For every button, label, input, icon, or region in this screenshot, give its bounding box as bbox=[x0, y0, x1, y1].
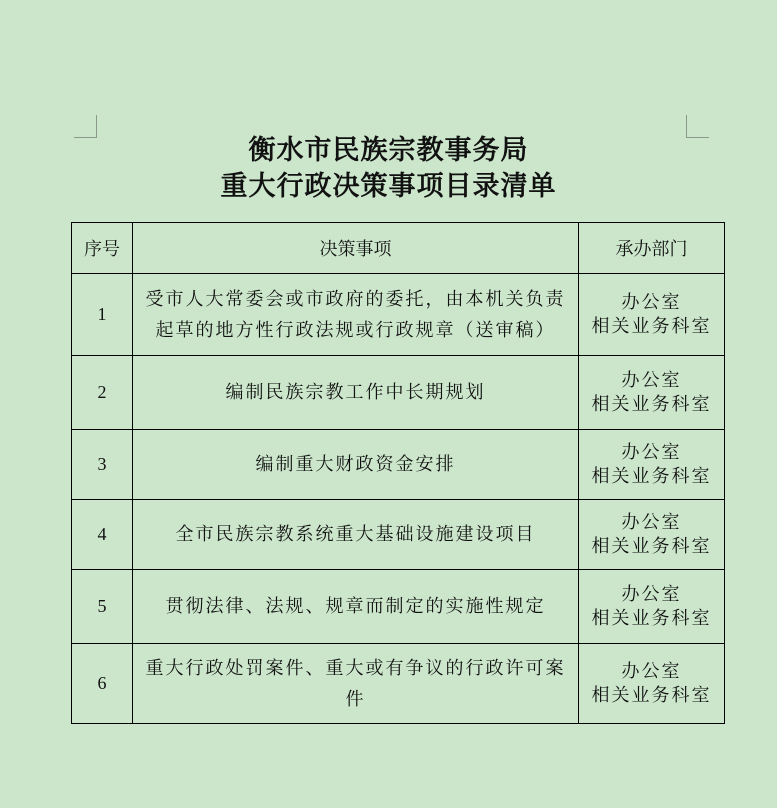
department bbox=[579, 430, 725, 500]
department bbox=[579, 356, 725, 430]
row-number: 5 bbox=[72, 570, 133, 644]
table-row bbox=[72, 570, 725, 644]
title-line-1: 衡水市民族宗教事务局 bbox=[248, 135, 529, 166]
department bbox=[579, 570, 725, 644]
table-row bbox=[72, 274, 725, 356]
department-office: 办公室 bbox=[621, 369, 682, 391]
header-serial-number: 序号 bbox=[72, 223, 133, 274]
decision-item: 编制重大财政资金安排 bbox=[133, 430, 579, 500]
document-title bbox=[0, 133, 777, 205]
row-number: 1 bbox=[72, 274, 133, 356]
department-business: 相关业务科室 bbox=[591, 393, 712, 415]
decision-item: 受市人大常委会或市政府的委托，由本机关负责起草的地方性行政法规或行政规章（送审稿） bbox=[133, 274, 579, 356]
table-row bbox=[72, 356, 725, 430]
row-number: 2 bbox=[72, 356, 133, 430]
table-row bbox=[72, 430, 725, 500]
department bbox=[579, 500, 725, 570]
department-business: 相关业务科室 bbox=[591, 607, 712, 629]
row-number: 6 bbox=[72, 644, 133, 724]
row-number: 4 bbox=[72, 500, 133, 570]
department-office: 办公室 bbox=[621, 511, 682, 533]
title-line-2: 重大行政决策事项目录清单 bbox=[220, 171, 557, 202]
header-decision-item: 决策事项 bbox=[133, 223, 579, 274]
department-business: 相关业务科室 bbox=[591, 465, 712, 487]
department-business: 相关业务科室 bbox=[591, 684, 712, 706]
decision-items-table bbox=[71, 222, 725, 724]
decision-item: 编制民族宗教工作中长期规划 bbox=[133, 356, 579, 430]
department-business: 相关业务科室 bbox=[591, 535, 712, 557]
department-office: 办公室 bbox=[621, 583, 682, 605]
table-header-row bbox=[72, 223, 725, 274]
department bbox=[579, 644, 725, 724]
header-department: 承办部门 bbox=[579, 223, 725, 274]
table-row bbox=[72, 644, 725, 724]
table-row bbox=[72, 500, 725, 570]
department bbox=[579, 274, 725, 356]
department-office: 办公室 bbox=[621, 660, 682, 682]
row-number: 3 bbox=[72, 430, 133, 500]
decision-item: 贯彻法律、法规、规章而制定的实施性规定 bbox=[133, 570, 579, 644]
department-business: 相关业务科室 bbox=[591, 315, 712, 337]
decision-item: 全市民族宗教系统重大基础设施建设项目 bbox=[133, 500, 579, 570]
department-office: 办公室 bbox=[621, 441, 682, 463]
decision-item: 重大行政处罚案件、重大或有争议的行政许可案件 bbox=[133, 644, 579, 724]
department-office: 办公室 bbox=[621, 291, 682, 313]
